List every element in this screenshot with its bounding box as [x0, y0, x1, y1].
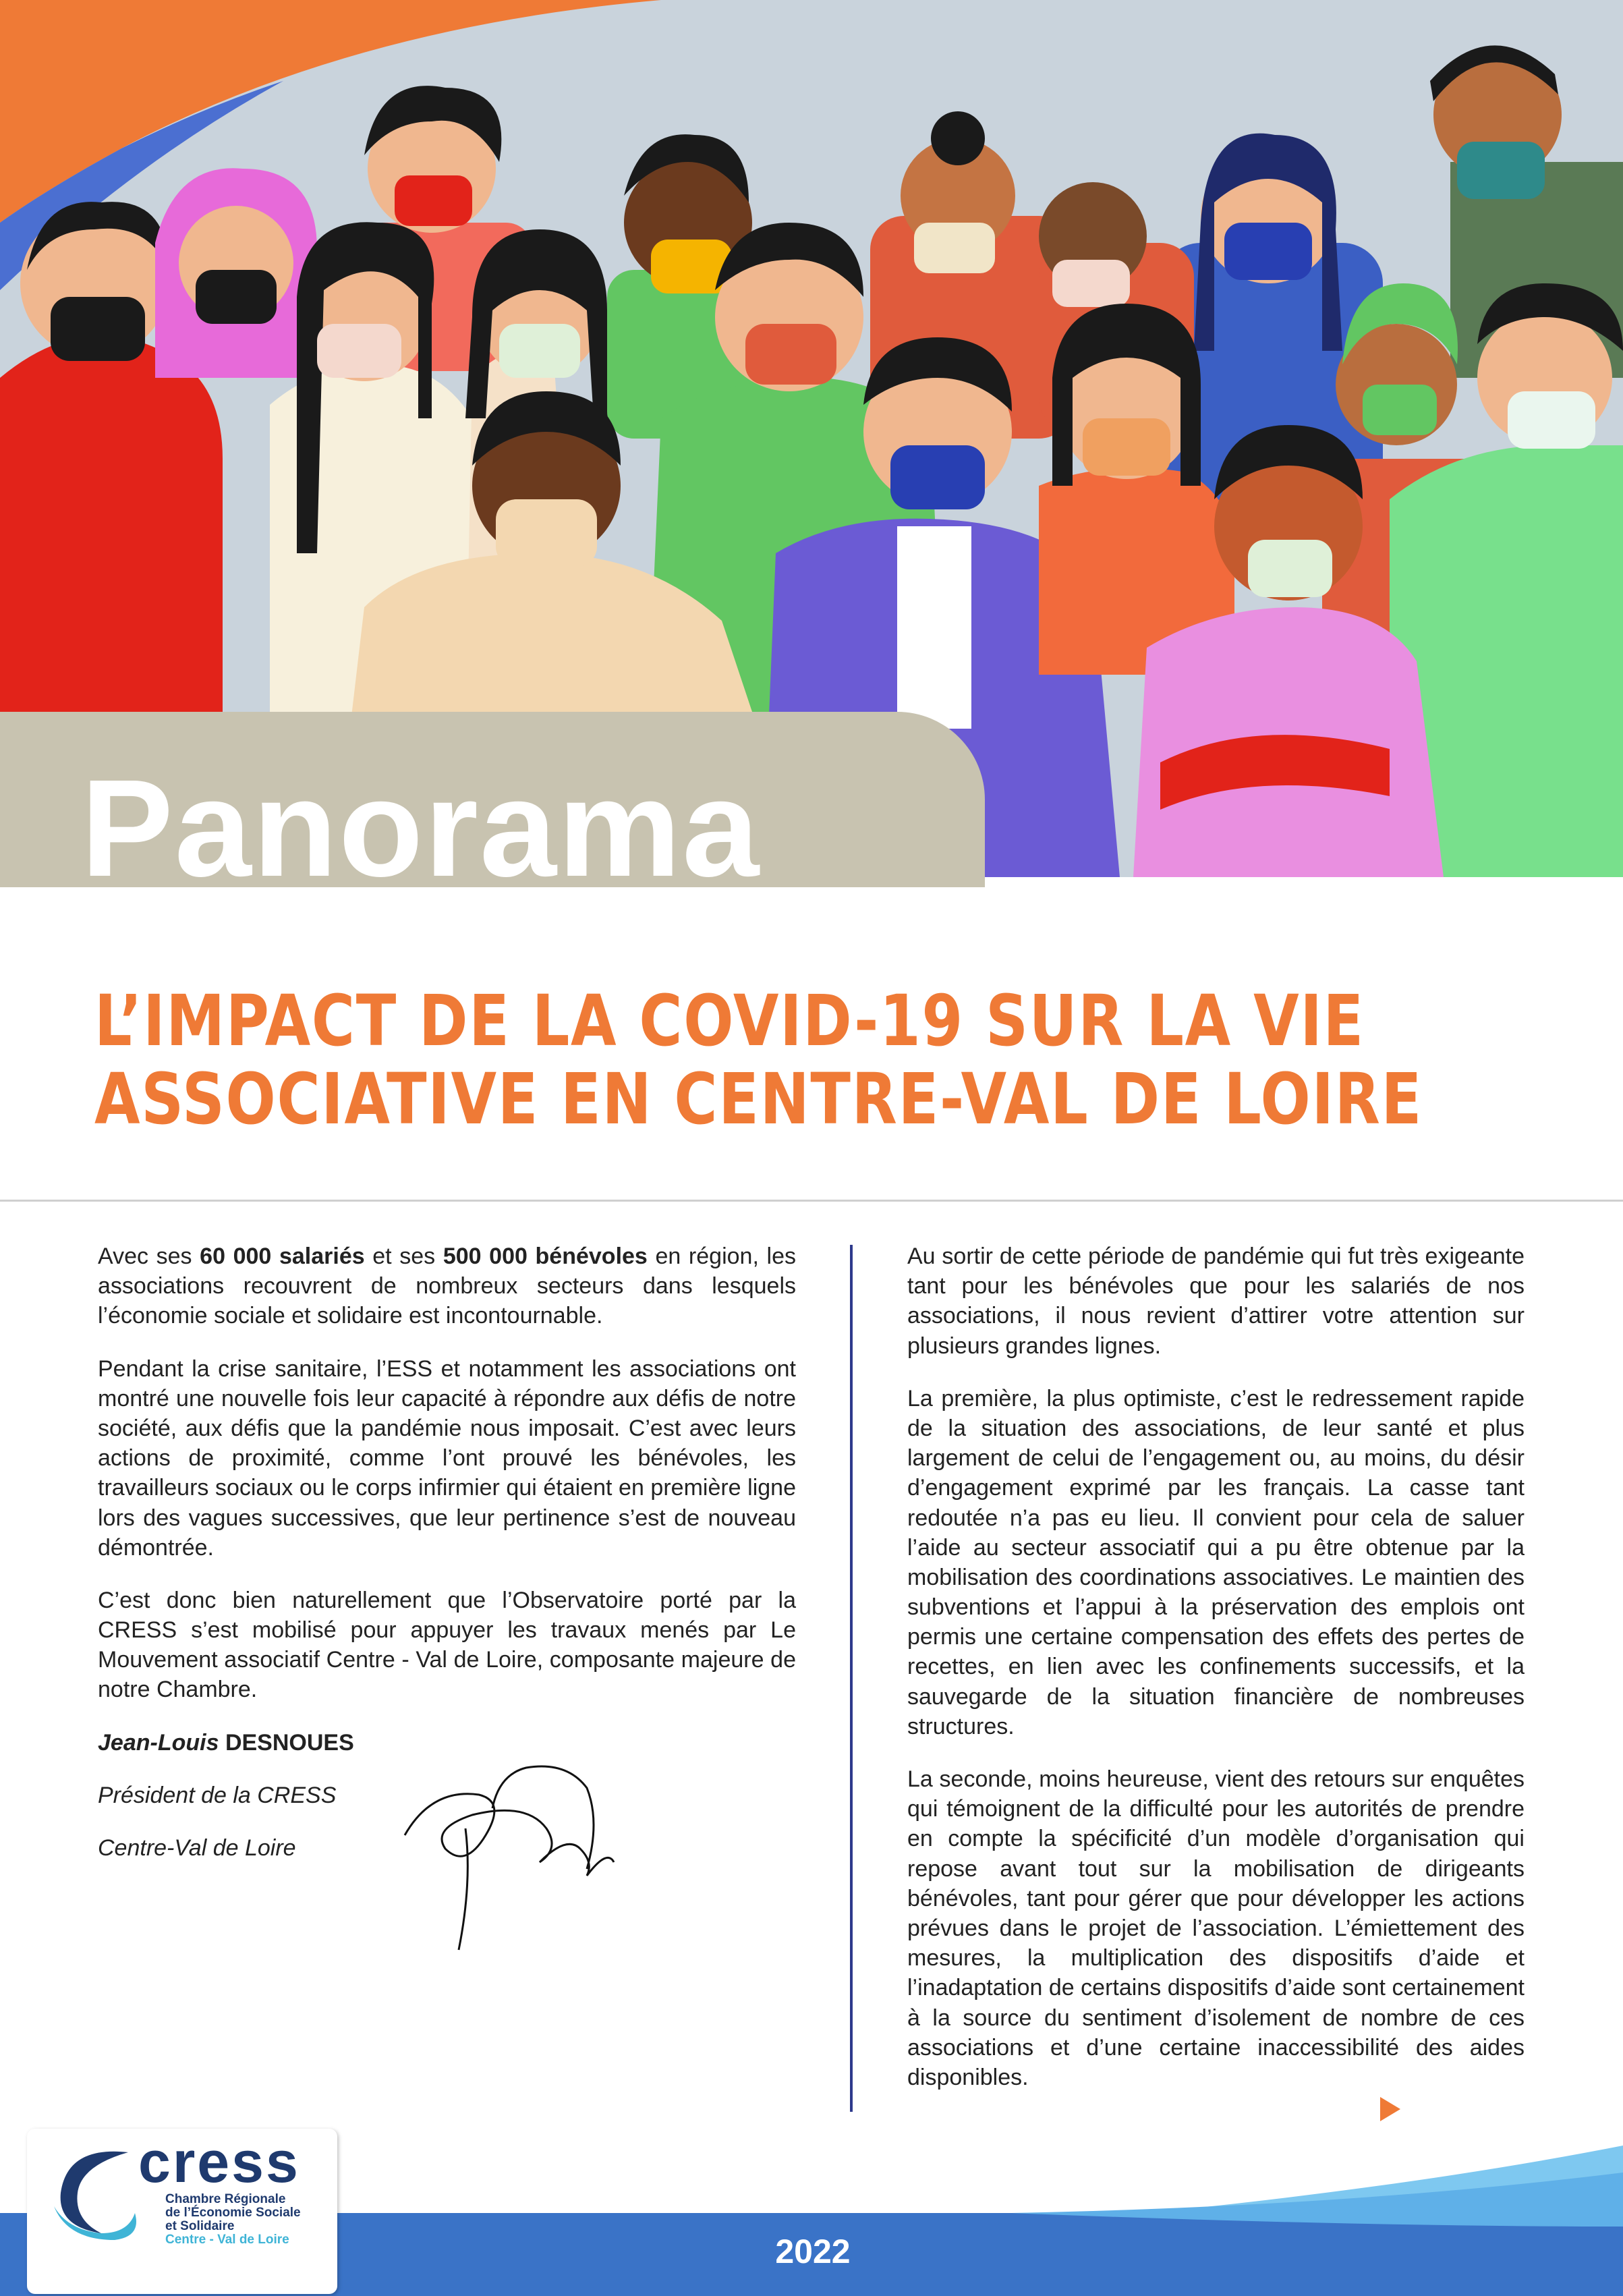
intro-volunteers: 500 000 bénévoles	[443, 1243, 648, 1269]
cress-subtitle-line-2: de l’Économie Sociale	[165, 2205, 301, 2220]
cress-subtitle-line-3: et Solidaire	[165, 2218, 235, 2233]
continue-arrow-icon	[1380, 2097, 1400, 2121]
section-divider	[0, 1200, 1623, 1202]
crisis-paragraph: Pendant la crise sanitaire, l’ESS et notamment les associations ont montré une nouvelle fois leur capacité à répondre aux défis de notre société, aux défis que la pandémie nous imposait. C’est avec leurs actions de proximité, comme l’ont prouvé les bénévoles, les travailleurs sociaux ou le corps infirmier qui étaient en première ligne lors des vagues successives, que leur pertinence s’est de nouveau démontrée.	[98, 1355, 796, 1561]
publication-year: 2022	[775, 2233, 851, 2270]
cress-subtitle-line-1: Chambre Régionale	[165, 2192, 286, 2206]
signatory-first-name: Jean-Louis	[98, 1729, 225, 1756]
closing-intro-paragraph: Au sortir de cette période de pandémie qui fut très exigeante tant pour les bénévoles que pour les salariés de nos associations, il nous revient d’attirer votre attention sur plusieurs grandes lignes.	[907, 1243, 1525, 1359]
intro-salaries: 60 000 salariés	[200, 1243, 365, 1269]
column-divider	[850, 1245, 853, 2112]
cress-wordmark: cress	[138, 2130, 300, 2195]
cress-subtitle	[165, 2193, 334, 2247]
signatory-role-1: Président de la CRESS	[98, 1782, 337, 1808]
signatory-last-name: DESNOUES	[225, 1729, 354, 1756]
intro-text-e: en région, les associations recouvrent de nombreux secteurs dans lesquels l’économie sociale et solidaire est incontournable.	[98, 1243, 796, 1329]
right-column	[907, 1241, 1525, 2115]
second-point-paragraph: La seconde, moins heureuse, vient des retours sur enquêtes qui témoignent de la difficulté pour les autorités de prendre en compte la spécificité d’un modèle d’organisation qui repose avant tout sur la mobilisation de dirigeants bénévoles, tant pour gérer que pour développer les actions prévues dans le projet de l’association. L’émiettement des mesures, la multiplication des dispositifs d’aide et l’inadaptation de certains dispositifs d’aide sont certainement à la source du sentiment d’isolement de nombre de ces associations et d’une certaine inaccessibilité des aides disponibles.	[907, 1766, 1525, 2090]
intro-paragraph	[98, 1241, 796, 1331]
page-title: Panorama	[81, 751, 761, 905]
headline	[94, 980, 1423, 1141]
cress-subtitle-line-4: Centre - Val de Loire	[165, 2232, 289, 2247]
first-point-paragraph: La première, la plus optimiste, c’est le redressement rapide de la situation des associations, de leur santé et plus largement de celui de l’engagement ou, au moins, du désir d’engagement exprimé par les français. La casse tant redoutée n’a pas eu lieu. Il convient pour cela de saluer l’aide au secteur associatif qui a pu être obtenue par la mobilisation des coordinations associatives. Le maintien des subventions et l’appui à la préservation des emplois ont permis une certaine compensation des effets des pertes de recettes, en lien avec les confinements successifs, et la sauvegarde de la situation financière de nombreuses structures.	[907, 1385, 1525, 1739]
headline-line-2: ASSOCIATIVE EN CENTRE-VAL DE LOIRE	[94, 1058, 1423, 1141]
signatory-role-2: Centre-Val de Loire	[98, 1835, 296, 1861]
cress-swirl-icon	[40, 2139, 142, 2247]
handwritten-signature	[391, 1747, 634, 1977]
intro-text-c: et ses	[364, 1243, 443, 1269]
observatory-paragraph: C’est donc bien naturellement que l’Observatoire porté par la CRESS s’est mobilisé pour appuyer les travaux menés par Le Mouvement associatif Centre - Val de Loire, composante majeure de notre Chambre.	[98, 1587, 796, 1703]
intro-text-a: Avec ses	[98, 1243, 200, 1269]
headline-line-1: L’IMPACT DE LA COVID-19 SUR LA VIE	[94, 980, 1365, 1062]
